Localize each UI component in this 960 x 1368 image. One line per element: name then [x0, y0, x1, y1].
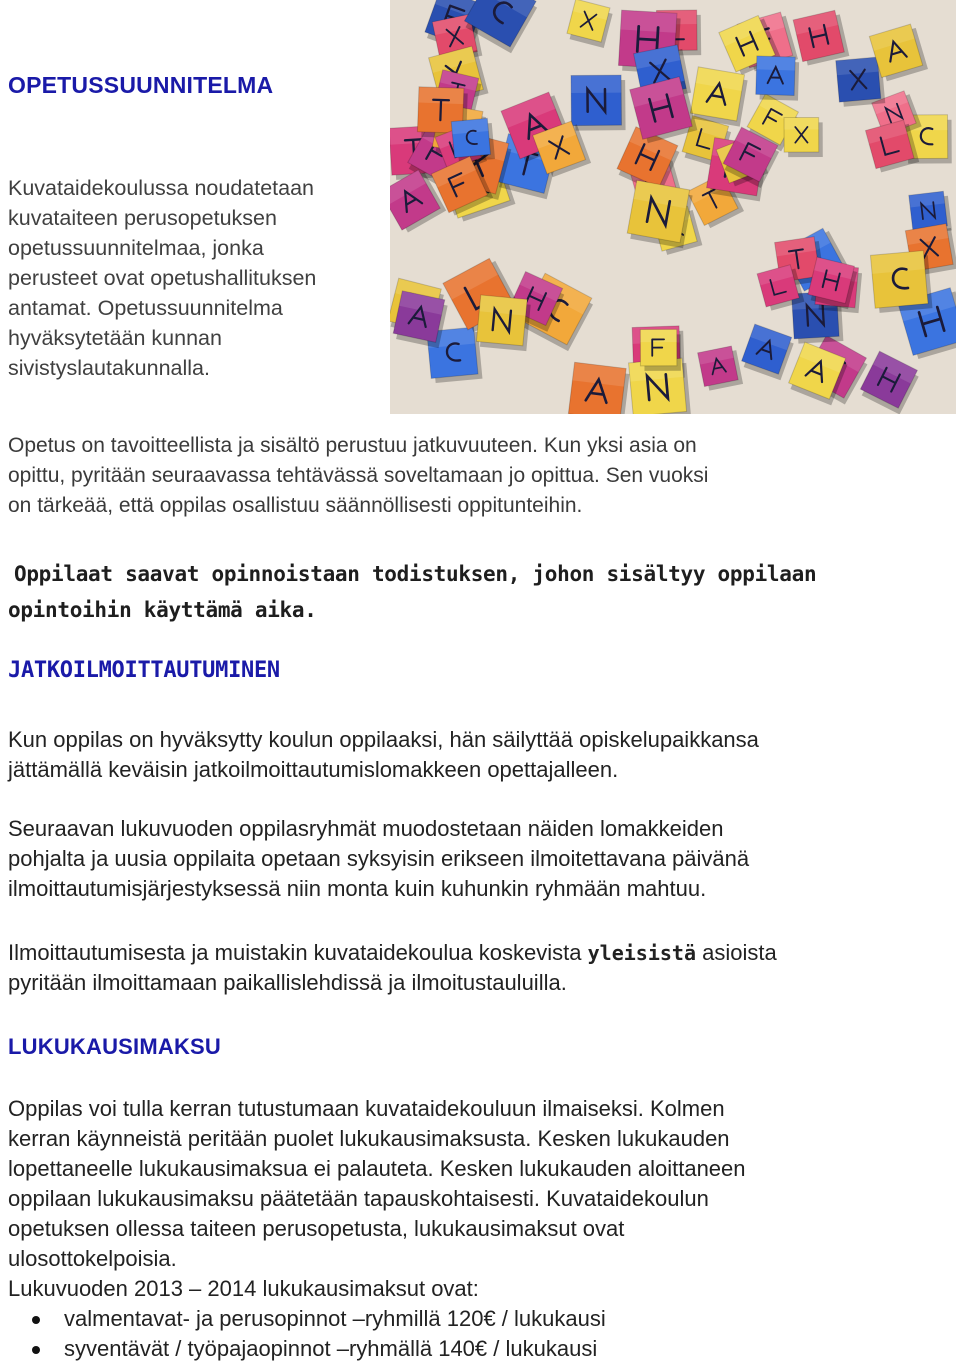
heading-lukukausimaksu: LUKUKAUSIMAKSU [8, 1034, 222, 1059]
teaching-line: opittu, pyritään seuraavassa tehtävässä soveltamaan jo opittua. Sen vuoksi [8, 464, 709, 487]
continuation-text: asioista [695, 940, 777, 965]
intro-line: opetussuunnitelmaa, jonka [8, 236, 264, 260]
fee-line: kerran käynneistä peritään puolet lukukausimaksusta. Kesken lukukauden [8, 1126, 730, 1151]
intro-line: hyväksytetään kunnan [8, 326, 222, 350]
fee-line: opetuksen ollessa taiteen perusopetusta, lukukausimaksut ovat [8, 1216, 625, 1241]
continuation-line: pyritään ilmoittamaan paikallislehdissä ja ilmoitustauluilla. [8, 970, 567, 995]
continuation-line: Seuraavan lukuvuoden oppilasryhmät muodostetaan näiden lomakkeiden [8, 816, 724, 841]
colorful-letter-blocks-photo [390, 0, 956, 414]
heading-jatkoilmoittautuminen: JATKOILMOITTAUTUMINEN [8, 658, 280, 683]
continuation-line: Kun oppilas on hyväksytty koulun oppilaaksi, hän säilyttää opiskelupaikkansa [8, 727, 759, 752]
continuation-paragraph-1 [8, 725, 952, 785]
certificate-line: opintoihin käyttämä aika. [8, 598, 317, 622]
certificate-line: Oppilaat saavat opinnoistaan todistuksen, johon sisältyy oppilaan [14, 562, 817, 586]
intro-line: Kuvataidekoulussa noudatetaan [8, 176, 315, 200]
fee-line: ulosottokelpoisia. [8, 1246, 177, 1271]
teaching-line: on tärkeää, että oppilas osallistuu säännöllisesti oppitunteihin. [8, 494, 583, 517]
intro-line: perusteet ovat opetushallituksen [8, 266, 317, 290]
letter-block [640, 329, 681, 371]
letter-block [451, 118, 495, 163]
bullet-icon [32, 1346, 40, 1354]
letter-block [870, 250, 932, 313]
letter-block [756, 56, 800, 101]
letter-block [568, 362, 630, 414]
continuation-line: pohjalta ja uusia oppilaita opetaan syksyisin erikseen ilmoitettavana päivänä [8, 846, 750, 871]
fee-list [0, 1304, 956, 1364]
emphasis-yleisista: yleisistä [587, 941, 696, 965]
fee-list-text: syventävät / työpajaopinnot –ryhmällä 140€ / lukukausi [64, 1336, 598, 1361]
fee-line: oppilaan lukukausimaksu päätetään tapauskohtaisesti. Kuvataidekoulun [8, 1186, 709, 1211]
letter-block [784, 117, 823, 157]
intro-line: kuvataiteen perusopetuksen [8, 206, 277, 230]
letter-blocks-illustration [390, 0, 956, 414]
letter-block [571, 75, 626, 131]
fee-list-text: valmentavat- ja perusopinnot –ryhmillä 120€ / lukukausi [64, 1306, 606, 1331]
teaching-line: Opetus on tavoitteellista ja sisältö perustuu jatkuvuuteen. Kun yksi asia on [8, 434, 697, 457]
continuation-line: ilmoittautumisjärjestyksessä niin monta kuin kuhunkin ryhmään mahtuu. [8, 876, 707, 901]
continuation-text: Ilmoittautumisesta ja muistakin kuvataidekoulua koskevista [8, 940, 588, 965]
letter-block [626, 180, 693, 248]
letter-block [476, 295, 531, 351]
fee-paragraph [8, 1094, 952, 1304]
continuation-paragraph-2 [8, 814, 952, 904]
letter-block [392, 291, 448, 348]
fees-intro: Lukuvuoden 2013 – 2014 lukukausimaksut ovat: [8, 1276, 479, 1301]
letter-block [690, 67, 749, 127]
continuation-paragraph-3 [8, 938, 952, 998]
certificate-paragraph [8, 556, 952, 628]
intro-paragraph [8, 173, 388, 383]
intro-line: antamat. Opetussuunnitelma [8, 296, 283, 320]
fee-list-item [0, 1334, 956, 1364]
heading-opetussuunnitelma: OPETUSSUUNNITELMA [8, 72, 274, 98]
fee-line: lopettaneelle lukukausimaksua ei palauteta. Kesken lukukauden aloittaneen [8, 1156, 746, 1181]
continuation-line [8, 938, 952, 968]
continuation-line: jättämällä keväisin jatkoilmoittautumislomakkeen opettajalleen. [8, 757, 619, 782]
fee-list-item [0, 1304, 956, 1334]
bullet-icon [32, 1316, 40, 1324]
letter-block [698, 345, 743, 391]
intro-line: sivistyslautakunnalla. [8, 356, 210, 380]
teaching-paragraph [8, 431, 948, 521]
fee-line: Oppilas voi tulla kerran tutustumaan kuvataidekouluun ilmaiseksi. Kolmen [8, 1096, 725, 1121]
